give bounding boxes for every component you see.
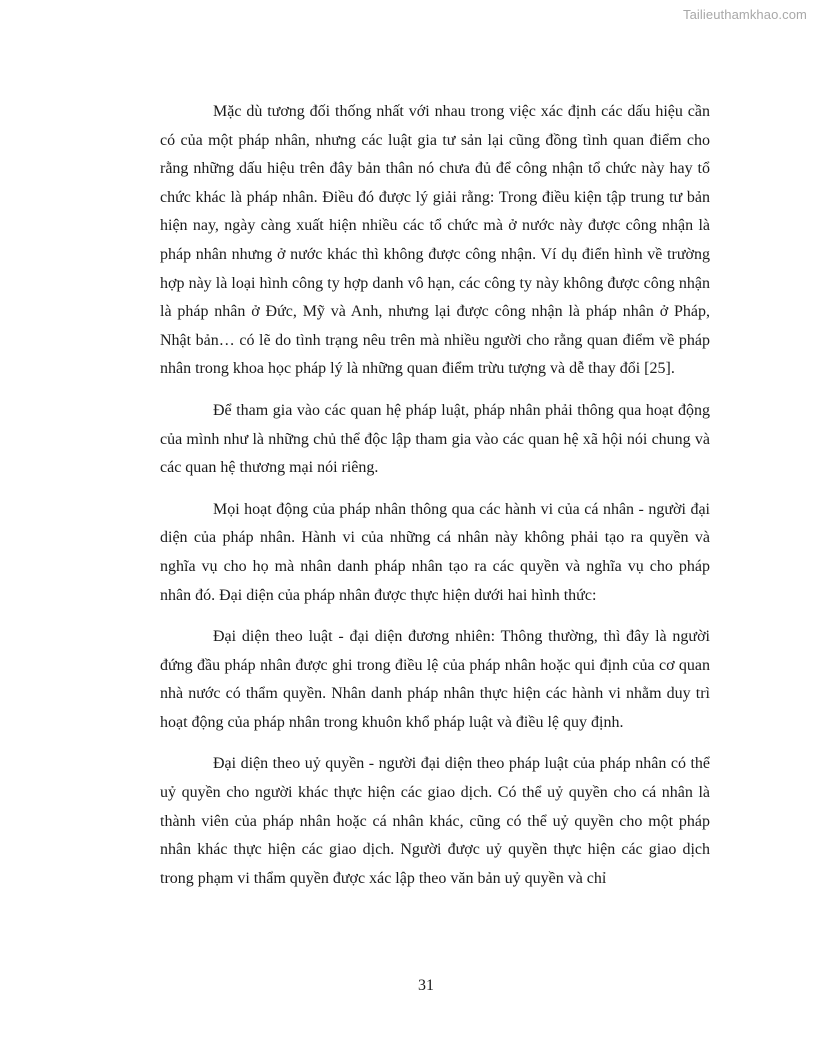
page-number: 31	[418, 977, 434, 994]
paragraph-legal-entity-criteria: Mặc dù tương đối thống nhất với nhau trong việc xác định các dấu hiệu cần có của một pháp nhân, nhưng các luật gia tư sản lại cũng đồng tình quan điểm cho rằng những dấu hiệu trên đây bản thân nó chưa đủ để công nhận tổ chức này hay tổ chức khác là pháp nhân. Điều đó được lý giải rằng: Trong điều kiện tập trung tư bản hiện nay, ngày càng xuất hiện nhiều các tổ chức mà ở nước này được công nhận là pháp nhân nhưng ở nước khác thì không được công nhận. Ví dụ điển hình về trường hợp này là loại hình công ty hợp danh vô hạn, các công ty này không được công nhận là pháp nhân ở Đức, Mỹ và Anh, nhưng lại được công nhận là pháp nhân ở Pháp, Nhật bản… có lẽ do tình trạng nêu trên mà nhiều người cho rằng quan điểm về pháp nhân trong khoa học pháp lý là những quan điểm trừu tượng và dễ thay đổi [25].	[160, 103, 710, 378]
paragraph-participation: Để tham gia vào các quan hệ pháp luật, pháp nhân phải thông qua hoạt động của mình như là những chủ thể độc lập tham gia vào các quan hệ xã hội nói chung và các quan hệ thương mại nói riêng.	[160, 401, 710, 477]
paragraph-representation: Mọi hoạt động của pháp nhân thông qua các hành vi của cá nhân - người đại diện của pháp nhân. Hành vi của những cá nhân này không phải tạo ra quyền và nghĩa vụ cho họ mà nhân danh pháp nhân tạo ra các quyền và nghĩa vụ cho pháp nhân đó. Đại diện của pháp nhân được thực hiện dưới hai hình thức:	[160, 500, 710, 604]
document-body	[160, 98, 710, 906]
paragraph-legal-representative: Đại diện theo luật - đại diện đương nhiên: Thông thường, thì đây là người đứng đầu pháp nhân được ghi trong điều lệ của pháp nhân hoặc qui định của cơ quan nhà nước có thẩm quyền. Nhân danh pháp nhân thực hiện các hành vi nhằm duy trì hoạt động của pháp nhân trong khuôn khổ pháp luật và điều lệ quy định.	[160, 628, 710, 731]
watermark-text: Tailieuthamkhao.com	[682, 7, 807, 22]
paragraph-authorized-representative: Đại diện theo uỷ quyền - người đại diện theo pháp luật của pháp nhân có thể uỷ quyền cho người khác thực hiện các giao dịch. Có thể uỷ quyền cho cá nhân là thành viên của pháp nhân hoặc cá nhân khác, cũng có thể uỷ quyền cho một pháp nhân khác thực hiện các giao dịch. Người được uỷ quyền thực hiện các giao dịch trong phạm vi thẩm quyền được xác lập theo văn bản uỷ quyền và chỉ	[160, 755, 710, 887]
